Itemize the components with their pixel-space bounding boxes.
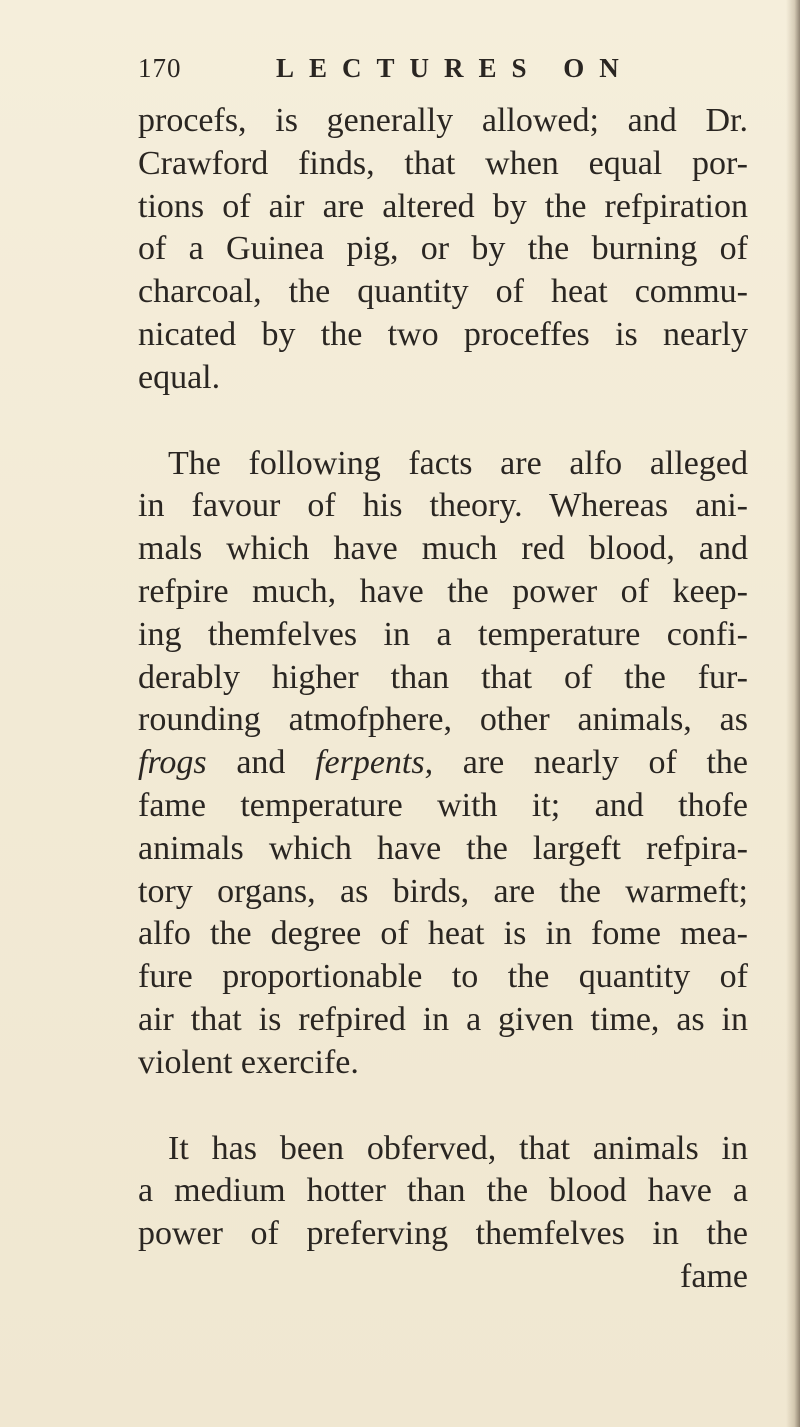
text-line: Crawford finds, that when equal por- — [138, 144, 748, 182]
text-line-mixed — [138, 742, 748, 785]
paragraph-gap — [138, 400, 748, 443]
text-line: power of preferving themfelves in the — [138, 1215, 748, 1253]
text-fragment: are nearly of the — [462, 744, 749, 782]
text-line: charcoal, the quantity of heat commu- — [138, 273, 748, 311]
catchword: fame — [680, 1257, 748, 1295]
text-line: tory organs, as birds, are the warmeft; — [138, 872, 748, 910]
text-line: mals which have much red blood, and — [138, 530, 748, 568]
text-line: violent exercife. — [138, 1043, 359, 1081]
text-line: procefs, is generally allowed; and Dr. — [138, 102, 748, 139]
text-line: rounding atmofphere, other animals, as — [138, 701, 748, 739]
text-line: air that is refpired in a given time, as in — [138, 1000, 748, 1038]
page-number: 170 — [138, 53, 182, 83]
running-title: LECTURES ON — [276, 53, 634, 83]
paragraph-2 — [138, 443, 748, 1085]
text-line: derably higher than that of the fur- — [138, 658, 748, 696]
body-text — [138, 100, 748, 1299]
text-line: The following facts are alfo alleged — [168, 444, 748, 482]
text-line: It has been obferved, that animals in — [168, 1129, 748, 1167]
text-line: alfo the degree of heat is in fome mea- — [138, 915, 748, 953]
italic-word: frogs — [138, 744, 207, 782]
text-line: tions of air are altered by the refpiration — [138, 187, 748, 225]
text-line: nicated by the two proceffes is nearly — [138, 315, 748, 353]
page-edge-shadow — [786, 0, 800, 1427]
running-head — [138, 48, 778, 88]
italic-word: ferpents, — [315, 744, 434, 782]
text-line: fure proportionable to the quantity of — [138, 958, 748, 996]
text-line: refpire much, have the power of keep- — [138, 572, 748, 610]
text-line: a medium hotter than the blood have a — [138, 1172, 748, 1210]
paragraph-gap — [138, 1085, 748, 1128]
paragraph-1 — [138, 100, 748, 400]
text-line: fame temperature with it; and thofe — [138, 786, 748, 824]
paragraph-3 — [138, 1128, 748, 1299]
text-line: ing themfelves in a temperature confi- — [138, 615, 748, 653]
text-line: animals which have the largeft refpira- — [138, 829, 748, 867]
text-fragment: and — [236, 744, 286, 782]
text-line: in favour of his theory. Whereas ani- — [138, 487, 748, 525]
text-line: of a Guinea pig, or by the burning of — [138, 230, 748, 268]
text-line: equal. — [138, 358, 221, 396]
